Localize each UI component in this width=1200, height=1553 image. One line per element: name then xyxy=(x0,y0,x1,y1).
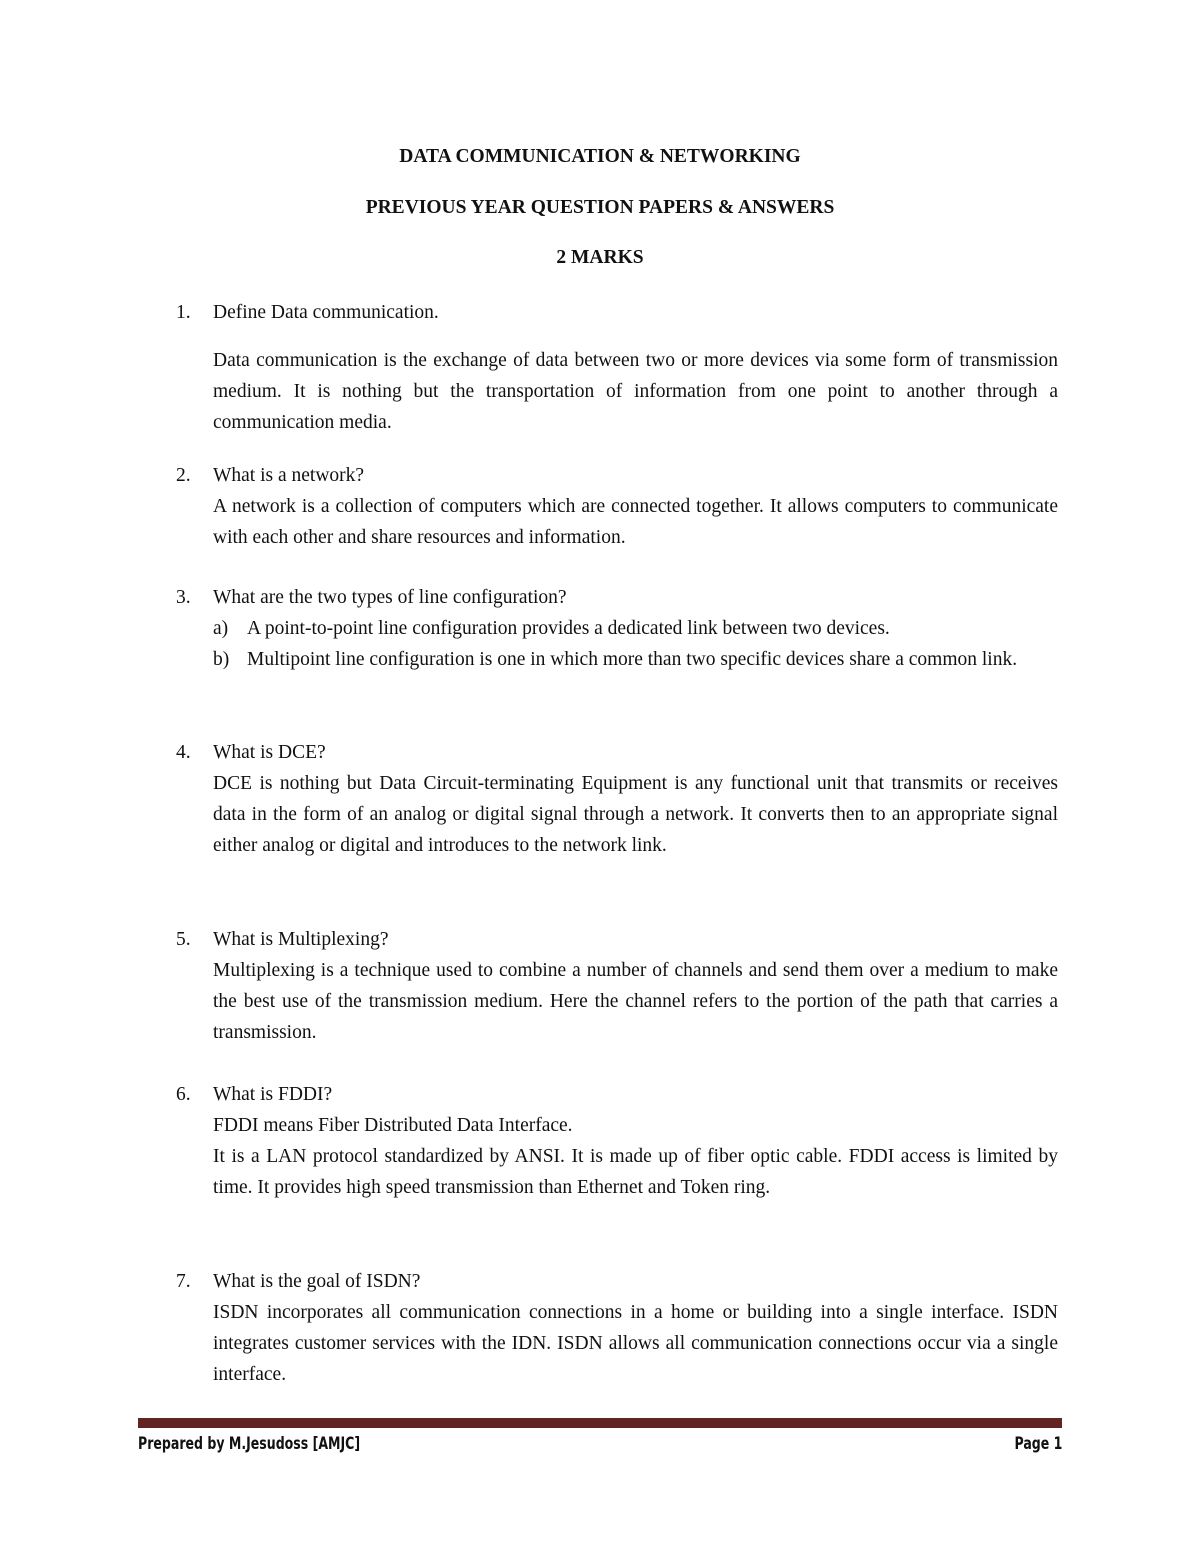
question-number: 4. xyxy=(176,742,191,763)
option-label: b) xyxy=(213,649,230,670)
answer-text-2: It is a LAN protocol standardized by ANSI. It is made up of fiber optic cable. FDDI access is limited by time. It provides high speed transmission than Ethernet and Token ring. xyxy=(213,1146,1058,1198)
question-text: Define Data communication. xyxy=(213,302,439,323)
option-text: A point-to-point line configuration provides a dedicated link between two devices. xyxy=(247,618,890,639)
question-number: 7. xyxy=(176,1271,191,1292)
question-text: What is FDDI? xyxy=(213,1084,333,1105)
question-number: 2. xyxy=(176,465,191,486)
question-text: What is DCE? xyxy=(213,742,326,763)
question-5 xyxy=(176,924,1058,1048)
question-text: What is Multiplexing? xyxy=(213,929,389,950)
question-text: What is a network? xyxy=(213,465,365,486)
answer-option-b xyxy=(213,644,1058,675)
answer-text: ISDN incorporates all communication connections in a home or building into a single interface. ISDN integrates customer services with the IDN. ISDN allows all communication connections occur via a single interface. xyxy=(213,1302,1058,1385)
document-title: DATA COMMUNICATION & NETWORKING xyxy=(399,146,801,167)
answer-text: Multiplexing is a technique used to combine a number of channels and send them over a medium to make the best use of the transmission medium. Here the channel refers to the portion of the path that carries a transmission. xyxy=(213,960,1058,1043)
footer-divider xyxy=(138,1418,1062,1428)
option-text: Multipoint line configuration is one in which more than two specific devices share a common link. xyxy=(247,649,1018,670)
document-subtitle: PREVIOUS YEAR QUESTION PAPERS & ANSWERS xyxy=(365,197,835,218)
question-number: 6. xyxy=(176,1084,191,1105)
answer-text: DCE is nothing but Data Circuit-terminating Equipment is any functional unit that transmits or receives data in the form of an analog or digital signal through a network. It converts then to an appropriate signal either analog or digital and introduces to the network link. xyxy=(213,773,1058,856)
answer-option-a xyxy=(213,613,1058,644)
question-number: 3. xyxy=(176,587,191,608)
footer-author: Prepared by M.Jesudoss [AMJC] xyxy=(138,1434,361,1454)
question-4 xyxy=(176,737,1058,861)
question-1 xyxy=(176,297,1058,438)
question-3 xyxy=(176,582,1058,675)
question-7 xyxy=(176,1266,1058,1390)
question-text: What is the goal of ISDN? xyxy=(213,1271,421,1292)
answer-text: Data communication is the exchange of data between two or more devices via some form of transmission medium. It is nothing but the transportation of information from one point to another through a communication media. xyxy=(213,350,1058,433)
question-6 xyxy=(176,1079,1058,1203)
question-number: 1. xyxy=(176,302,191,323)
section-heading: 2 MARKS xyxy=(556,247,644,268)
option-label: a) xyxy=(213,618,229,639)
question-number: 5. xyxy=(176,929,191,950)
question-text: What are the two types of line configuration? xyxy=(213,587,567,608)
answer-text: FDDI means Fiber Distributed Data Interface. xyxy=(213,1115,573,1136)
answer-text: A network is a collection of computers which are connected together. It allows computers to communicate with each other and share resources and information. xyxy=(213,496,1058,548)
page-number: Page 1 xyxy=(1014,1434,1062,1454)
question-2 xyxy=(176,460,1058,553)
